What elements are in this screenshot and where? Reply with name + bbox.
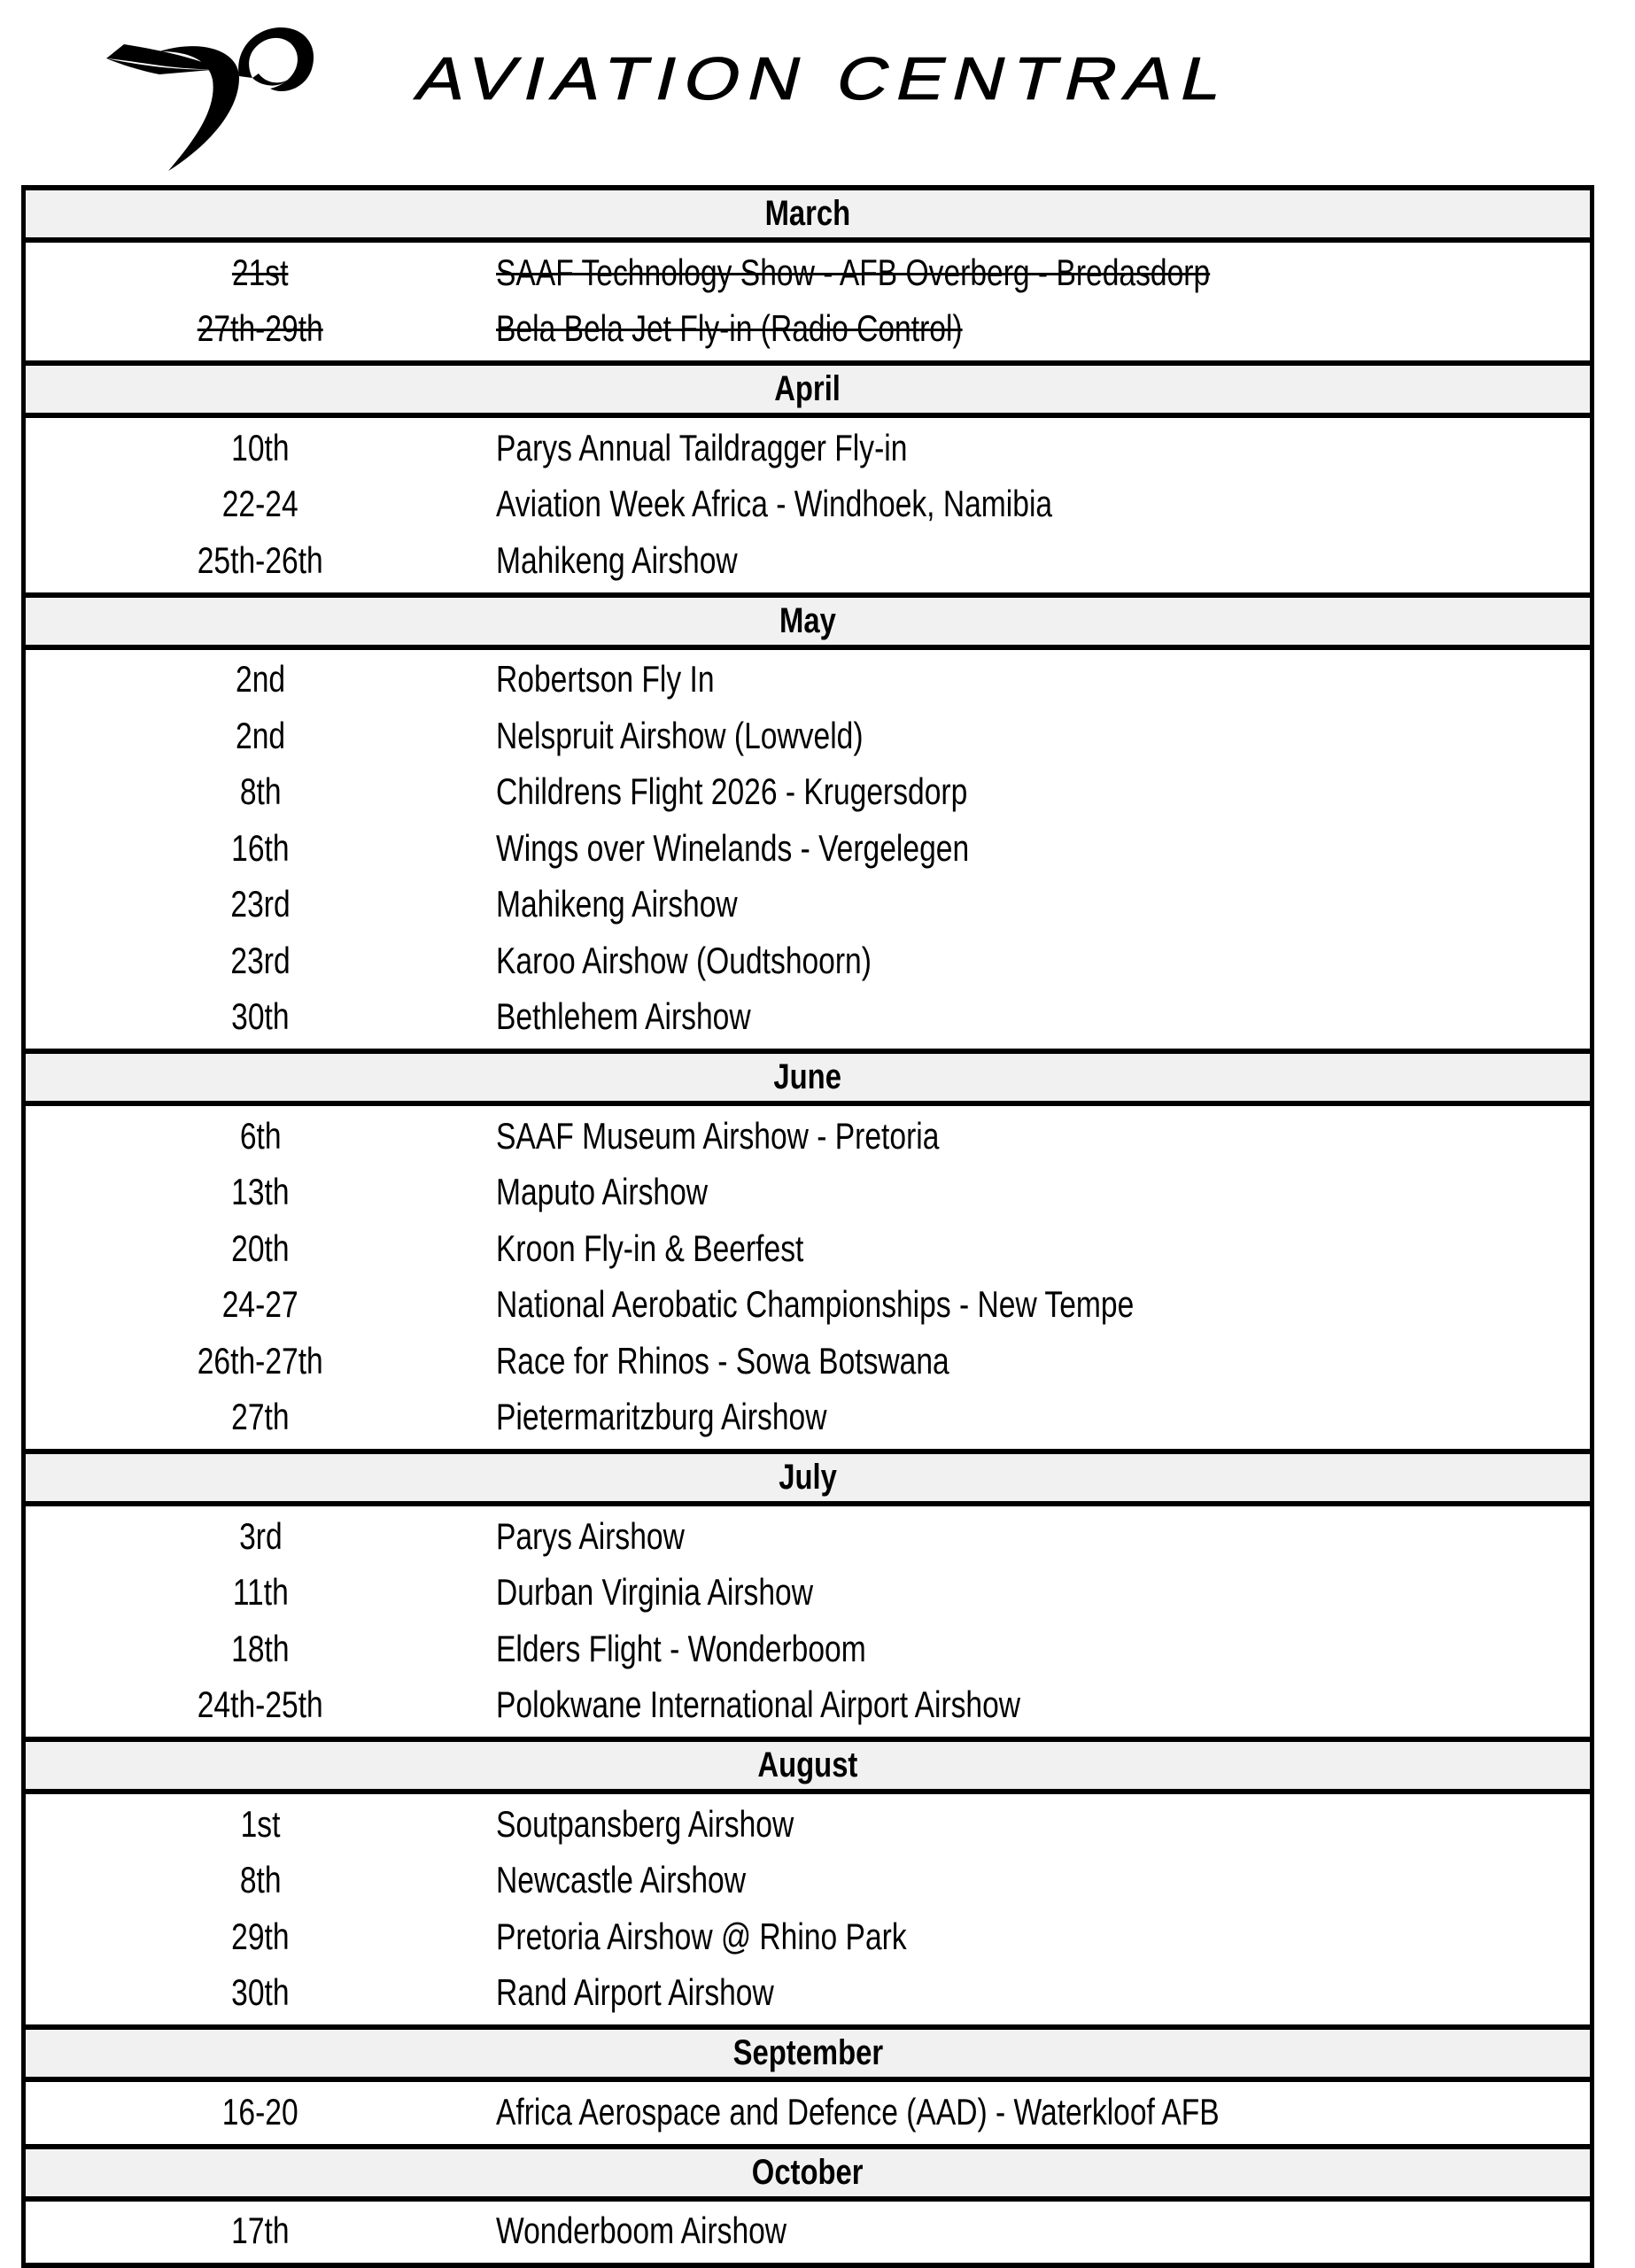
- event-name-cell: [496, 1796, 868, 1853]
- event-row: [26, 1853, 1590, 1909]
- event-name: Maputo Airshow: [496, 1171, 709, 1213]
- month-section: [26, 1049, 1590, 1449]
- event-date: 22-24: [222, 483, 298, 525]
- event-date: 13th: [231, 1171, 290, 1213]
- event-name-cell: [496, 1853, 808, 1909]
- brand-logo: [97, 18, 1391, 168]
- event-date: 6th: [239, 1114, 282, 1157]
- month-section: [26, 360, 1590, 592]
- month-label: May: [779, 600, 836, 640]
- event-date: 10th: [231, 426, 290, 468]
- event-name: Mahikeng Airshow: [496, 538, 738, 581]
- month-header: [26, 592, 1590, 650]
- event-row: [26, 1165, 1590, 1221]
- airshow-schedule-table: [21, 185, 1594, 2268]
- event-name-cell: [496, 1508, 732, 1565]
- event-name: Bela Bela Jet Fly-in (Radio Control): [496, 307, 963, 350]
- event-name: National Aerobatic Championships - New Tempe: [496, 1283, 1135, 1326]
- event-date: 24-27: [222, 1283, 298, 1326]
- brand-name: AVIATION CENTRAL: [409, 44, 1239, 112]
- event-date: 30th: [231, 995, 290, 1038]
- month-label: August: [757, 1746, 858, 1784]
- event-row: [26, 877, 1590, 933]
- event-row: [26, 1277, 1590, 1334]
- event-date: 2nd: [235, 714, 286, 756]
- event-name-cell: [496, 1677, 1151, 1734]
- event-date: 27th-29th: [197, 307, 323, 350]
- month-section: [26, 592, 1590, 1049]
- month-label: October: [752, 2152, 864, 2192]
- event-date-cell: [172, 476, 349, 533]
- event-row: [26, 1333, 1590, 1389]
- event-date-cell: [172, 877, 349, 933]
- swoosh-bird-icon: [106, 25, 407, 171]
- event-date: 2nd: [235, 658, 286, 701]
- event-name: Soutpansberg Airshow: [496, 1802, 794, 1845]
- event-date-cell: [172, 244, 349, 301]
- event-date-cell: [172, 2203, 349, 2260]
- event-row: [26, 1965, 1590, 2022]
- event-row-cancelled: [26, 244, 1590, 301]
- event-row: [26, 1220, 1590, 1277]
- month-section: [26, 1737, 1590, 2024]
- event-row: [26, 2084, 1590, 2140]
- event-date: 23rd: [230, 939, 291, 981]
- event-name-cell: [496, 476, 1191, 533]
- event-row: [26, 652, 1590, 708]
- event-name: Polokwane International Airport Airshow: [496, 1684, 1021, 1726]
- event-date-cell: [172, 1108, 349, 1165]
- event-name: Karoo Airshow (Oudtshoorn): [496, 939, 872, 981]
- event-name-cell: [496, 1389, 910, 1446]
- event-row: [26, 476, 1590, 533]
- month-section: [26, 2144, 1590, 2264]
- month-header: [26, 1049, 1590, 1106]
- event-date-cell: [172, 1677, 349, 1734]
- month-header: [26, 360, 1590, 418]
- event-name: Wonderboom Airshow: [496, 2210, 787, 2252]
- event-date-cell: [172, 933, 349, 989]
- event-row: [26, 420, 1590, 476]
- event-name: Durban Virginia Airshow: [496, 1571, 813, 1614]
- event-date: 18th: [231, 1627, 290, 1669]
- event-date: 30th: [231, 1971, 290, 2014]
- event-name-cell: [496, 2203, 859, 2260]
- event-date: 26th-27th: [197, 1339, 323, 1382]
- event-date: 16-20: [222, 2090, 298, 2133]
- event-date: 27th: [231, 1396, 290, 1438]
- event-name: Bethlehem Airshow: [496, 995, 751, 1038]
- event-name-cell: [496, 1333, 1063, 1389]
- month-header: [26, 185, 1590, 243]
- event-name: Mahikeng Airshow: [496, 883, 738, 925]
- month-section: [26, 185, 1590, 360]
- event-row: [26, 708, 1590, 764]
- month-events: [26, 1794, 1590, 2024]
- event-date-cell: [172, 820, 349, 877]
- event-date-cell: [172, 1333, 349, 1389]
- event-date-cell: [172, 652, 349, 708]
- event-date-cell: [172, 532, 349, 589]
- event-row: [26, 1621, 1590, 1677]
- event-name: Africa Aerospace and Defence (AAD) - Waterkloof AFB: [496, 2090, 1220, 2133]
- event-date: 3rd: [238, 1514, 283, 1557]
- event-date-cell: [172, 1508, 349, 1565]
- month-events: [26, 243, 1590, 360]
- month-events: [26, 1506, 1590, 1737]
- event-name: Wings over Winelands - Vergelegen: [496, 826, 970, 869]
- event-row: [26, 1389, 1590, 1446]
- month-header: [26, 2144, 1590, 2202]
- event-name-cell: [496, 1108, 1050, 1165]
- event-name: Newcastle Airshow: [496, 1859, 746, 1901]
- event-date-cell: [172, 1165, 349, 1221]
- event-row: [26, 1677, 1590, 1734]
- event-name: SAAF Technology Show - AFB Overberg - Bredasdorp: [496, 251, 1211, 293]
- month-section: [26, 2024, 1590, 2144]
- event-date-cell: [172, 989, 349, 1046]
- event-date-cell: [172, 420, 349, 476]
- event-date-cell: [172, 1965, 349, 2022]
- month-events: [26, 418, 1590, 592]
- event-date: 11th: [232, 1571, 289, 1614]
- event-name-cell: [496, 420, 1011, 476]
- event-row: [26, 1908, 1590, 1965]
- event-row: [26, 1796, 1590, 1853]
- month-label: April: [774, 369, 841, 408]
- event-date-cell: [172, 1565, 349, 1622]
- event-name: Robertson Fly In: [496, 658, 715, 701]
- month-events: [26, 650, 1590, 1049]
- event-date: 21st: [232, 251, 289, 293]
- event-name: Rand Airport Airshow: [496, 1971, 774, 2014]
- month-label: July: [779, 1458, 837, 1497]
- event-name-cell: [496, 1908, 1010, 1965]
- event-name: Parys Airshow: [496, 1514, 685, 1557]
- event-name: Kroon Fly-in & Beerfest: [496, 1227, 804, 1269]
- event-name-cell: [496, 708, 955, 764]
- event-date: 1st: [240, 1802, 281, 1845]
- event-name: Elders Flight - Wonderboom: [496, 1627, 866, 1669]
- event-name-cell: [496, 301, 1079, 358]
- event-row-cancelled: [26, 301, 1590, 358]
- event-name-cell: [496, 1277, 1293, 1334]
- month-label: June: [773, 1057, 842, 1096]
- event-date-cell: [172, 708, 349, 764]
- event-name: Race for Rhinos - Sowa Botswana: [496, 1339, 949, 1382]
- event-date-cell: [172, 1220, 349, 1277]
- event-date-cell: [172, 2084, 349, 2140]
- event-name-cell: [496, 1965, 843, 2022]
- event-name-cell: [496, 989, 815, 1046]
- event-name-cell: [496, 652, 769, 708]
- event-row: [26, 933, 1590, 989]
- event-row: [26, 820, 1590, 877]
- month-label: September: [732, 2033, 883, 2072]
- event-name: Nelspruit Airshow (Lowveld): [496, 714, 864, 756]
- event-date-cell: [172, 1796, 349, 1853]
- event-row: [26, 1508, 1590, 1565]
- month-events: [26, 2082, 1590, 2144]
- event-name: Pietermaritzburg Airshow: [496, 1396, 827, 1438]
- event-name-cell: [496, 877, 798, 933]
- event-name-cell: [496, 244, 1389, 301]
- month-header: [26, 1737, 1590, 1794]
- month-section: [26, 1449, 1590, 1737]
- event-date: 24th-25th: [197, 1684, 323, 1726]
- event-name: Pretoria Airshow @ Rhino Park: [496, 1915, 907, 1957]
- event-date: 29th: [231, 1915, 290, 1957]
- event-date: 17th: [231, 2210, 290, 2252]
- event-row: [26, 1565, 1590, 1622]
- event-date: 8th: [239, 1859, 282, 1901]
- event-row: [26, 989, 1590, 1046]
- event-date-cell: [172, 1853, 349, 1909]
- month-header: [26, 1449, 1590, 1506]
- event-name-cell: [496, 820, 1088, 877]
- event-date: 8th: [239, 770, 282, 813]
- event-name-cell: [496, 1565, 892, 1622]
- event-name-cell: [496, 1220, 880, 1277]
- table-bottom-border: [26, 2263, 1590, 2268]
- event-date-cell: [172, 1908, 349, 1965]
- event-name-cell: [496, 2084, 1400, 2140]
- event-name: Parys Annual Taildragger Fly-in: [496, 426, 908, 468]
- event-row: [26, 764, 1590, 821]
- event-name-cell: [496, 764, 1085, 821]
- event-row: [26, 532, 1590, 589]
- event-name-cell: [496, 1621, 958, 1677]
- event-name: SAAF Museum Airshow - Pretoria: [496, 1114, 940, 1157]
- event-row: [26, 2203, 1590, 2260]
- month-events: [26, 2202, 1590, 2264]
- event-date: 23rd: [230, 883, 291, 925]
- event-row: [26, 1108, 1590, 1165]
- event-name-cell: [496, 933, 965, 989]
- event-date-cell: [172, 1621, 349, 1677]
- event-date-cell: [172, 1389, 349, 1446]
- event-name: Aviation Week Africa - Windhoek, Namibia: [496, 483, 1053, 525]
- event-name: Childrens Flight 2026 - Krugersdorp: [496, 770, 968, 813]
- month-label: March: [764, 194, 851, 233]
- event-date-cell: [172, 1277, 349, 1334]
- event-date-cell: [172, 764, 349, 821]
- month-header: [26, 2024, 1590, 2082]
- event-date: 20th: [231, 1227, 290, 1269]
- event-name-cell: [496, 1165, 761, 1221]
- month-events: [26, 1106, 1590, 1449]
- event-name-cell: [496, 532, 798, 589]
- event-date-cell: [172, 301, 349, 358]
- event-date: 25th-26th: [197, 538, 323, 581]
- event-date: 16th: [231, 826, 290, 869]
